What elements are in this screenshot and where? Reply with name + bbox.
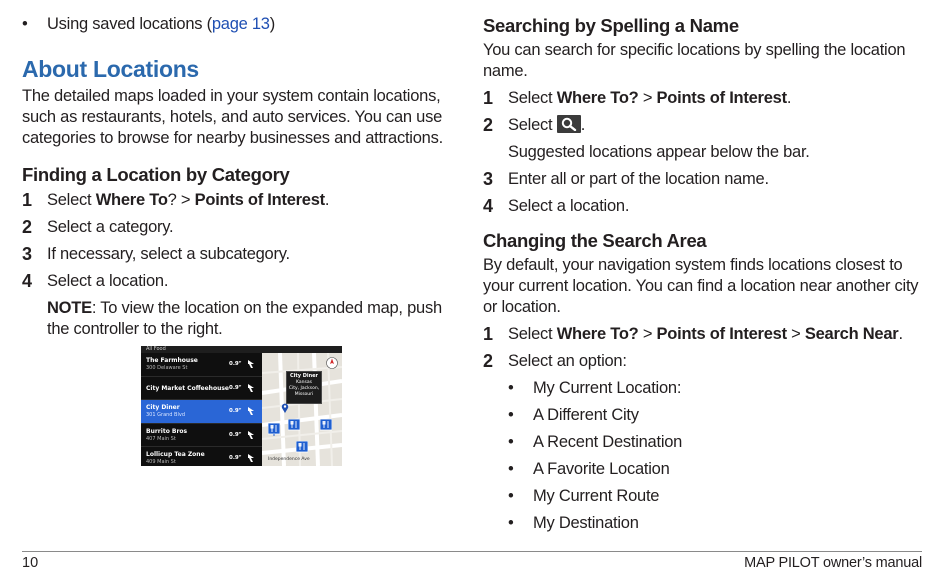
street-label: Independence Ave (268, 457, 310, 462)
points-of-interest-label: Points of Interest (194, 191, 325, 209)
step-text: Select (508, 89, 557, 107)
step-separator: ? > (167, 191, 195, 209)
location-name: Burrito Bros (146, 427, 188, 435)
location-address: 407 Main St (146, 435, 176, 442)
bubble-title: City Diner (289, 373, 319, 379)
where-to-label: Where To? (556, 89, 639, 107)
spelling-step-3 (483, 169, 923, 190)
search-icon (557, 115, 581, 133)
option-item: • A Favorite Location (483, 459, 923, 480)
option-item: • My Current Location: (483, 378, 923, 399)
location-distance: 0.9ᵀ (229, 361, 242, 367)
direction-arrow-icon (247, 383, 255, 393)
option-item: • A Different City (483, 405, 923, 426)
manual-title: MAP PILOT owner’s manual (744, 555, 922, 571)
step-number: 4 (22, 271, 32, 291)
step-text: Select (508, 325, 557, 343)
step-number: 3 (22, 244, 32, 264)
about-locations-body: The detailed maps loaded in your system contain locations, such as restaurants, hotels, and auto services. You can use categories to browse for nearby businesses and attractions. (22, 87, 443, 147)
device-list-item[interactable] (141, 447, 262, 466)
step-number: 3 (483, 169, 493, 189)
where-to-label: Where To? (556, 325, 639, 343)
page-13-link[interactable]: page 13 (211, 15, 270, 33)
direction-arrow-icon (247, 406, 255, 416)
step-text: Select a category. (47, 218, 174, 236)
device-list-item[interactable] (141, 424, 262, 448)
step-number: 1 (22, 190, 32, 210)
location-pin-icon (281, 403, 289, 413)
spelling-step-4 (483, 196, 923, 217)
location-distance: 0.9ᵀ (229, 431, 242, 438)
step-separator: > (638, 89, 657, 107)
device-list-item[interactable] (141, 353, 262, 377)
step-text: Select an option: (508, 352, 627, 370)
bullet-text: Using saved locations ( (47, 15, 212, 33)
device-list-item-selected[interactable] (141, 400, 262, 424)
spelling-step-1 (483, 88, 923, 109)
search-near-label: Search Near (804, 325, 899, 343)
option-item: • My Current Route (483, 486, 923, 507)
page-number: 10 (22, 555, 39, 571)
left-column (22, 12, 458, 340)
direction-arrow-icon (247, 359, 255, 369)
step-text: Select a location. (47, 272, 169, 290)
step-text: If necessary, select a subcategory. (47, 245, 290, 263)
category-step-4 (22, 271, 458, 292)
step-period: . (580, 116, 586, 134)
location-address: 300 Delaware St (146, 365, 188, 371)
area-step-1 (483, 324, 923, 345)
bubble-line: Kansas (296, 380, 312, 385)
finding-by-category-heading: Finding a Location by Category (22, 164, 290, 185)
direction-arrow-icon (247, 430, 255, 440)
location-address: 409 Main St (146, 459, 176, 466)
step-text: Enter all or part of the location name. (508, 170, 769, 188)
location-name: City Market Coffeehouse (146, 384, 229, 392)
spelling-step-2 (483, 115, 923, 136)
restaurant-poi-icon (268, 423, 280, 436)
location-distance: 0.9ᵀ (229, 455, 242, 462)
bubble-line: Missouri (294, 392, 314, 397)
category-step-2 (22, 217, 458, 238)
where-to-label: Where To (95, 191, 168, 209)
location-name: The Farmhouse (146, 357, 198, 364)
step-period: . (898, 325, 903, 343)
location-address: 301 Grand Blvd (146, 412, 186, 419)
right-column (483, 14, 923, 534)
points-of-interest-label: Points of Interest (656, 325, 787, 343)
restaurant-poi-icon (320, 419, 332, 432)
spelling-name-body: You can search for specific locations by spelling the location name. (483, 41, 906, 80)
step-text: Select (47, 191, 96, 209)
step-number: 2 (483, 351, 493, 371)
location-distance: 0.9ᵀ (229, 384, 242, 391)
option-item: • A Recent Destination (483, 432, 923, 453)
suggested-locations-note: Suggested locations appear below the bar. (508, 143, 810, 161)
step-number: 2 (483, 115, 493, 135)
step-period: . (786, 89, 792, 107)
step-number: 1 (483, 324, 493, 344)
device-location-list (141, 353, 262, 466)
step-separator: > (638, 325, 657, 343)
footer-divider (22, 551, 922, 552)
search-area-heading: Changing the Search Area (483, 230, 707, 251)
area-step-2 (483, 351, 923, 372)
device-screenshot (141, 346, 342, 466)
device-list-header: All Food (141, 346, 342, 353)
bullet-close: ) (269, 15, 275, 33)
saved-locations-bullet (22, 14, 458, 35)
step-text: Select (508, 116, 557, 134)
location-name: Lollicup Tea Zone (146, 451, 205, 459)
note-text: : To view the location on the expanded map, push the controller to the right. (47, 299, 442, 338)
step-text: Select a location. (508, 197, 630, 215)
direction-arrow-icon (247, 453, 255, 463)
points-of-interest-label: Points of Interest (656, 89, 787, 107)
step-number: 4 (483, 196, 493, 216)
step-period: . (324, 191, 330, 209)
location-name: City Diner (146, 404, 180, 412)
search-area-body: By default, your navigation system finds locations closest to your current location. You can find a location near another city or location. (483, 256, 919, 316)
compass-icon (326, 357, 338, 369)
spelling-name-heading: Searching by Spelling a Name (483, 15, 739, 36)
restaurant-poi-icon (296, 441, 308, 454)
category-step-3 (22, 244, 458, 265)
about-locations-heading: About Locations (22, 56, 199, 82)
restaurant-poi-icon (288, 419, 300, 432)
location-info-bubble (286, 371, 322, 404)
option-item: • My Destination (483, 513, 923, 534)
note-paragraph (22, 298, 458, 340)
category-step-1 (22, 190, 458, 211)
bubble-line: City, Jackson, (288, 386, 320, 391)
step-number: 2 (22, 217, 32, 237)
step-number: 1 (483, 88, 493, 108)
device-map-view[interactable] (262, 353, 342, 466)
step-separator: > (786, 325, 805, 343)
note-label: NOTE (47, 299, 92, 317)
device-list-item[interactable] (141, 377, 262, 401)
location-distance: 0.9ᵀ (229, 408, 242, 415)
